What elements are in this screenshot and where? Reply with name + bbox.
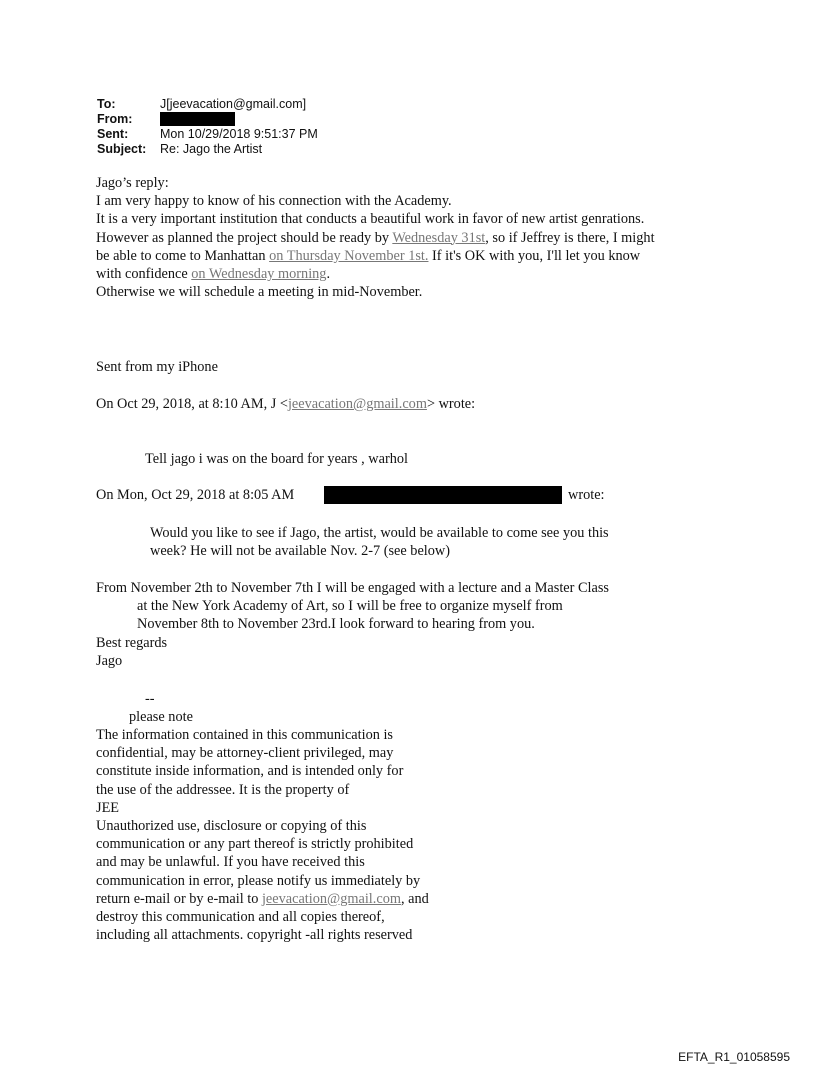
subject-value: Re: Jago the Artist <box>160 142 263 156</box>
disclaimer-line: and may be unlawful. If you have received this <box>96 854 365 871</box>
text: However as planned the project should be ready by <box>96 229 393 246</box>
disclaimer-line: constitute inside information, and is intended only for <box>96 763 404 780</box>
text: be able to come to Manhattan <box>96 247 270 264</box>
disclaimer-body <box>96 726 429 944</box>
sent-label: Sent: <box>97 127 129 141</box>
quote2-line: Would you like to see if Jago, the artist, would be available to come see you this <box>150 525 609 541</box>
disclaimer-line: communication or any part thereof is strictly prohibited <box>96 836 414 853</box>
text: , so if Jeffrey is there, I might <box>485 229 655 246</box>
email-link[interactable]: jeevacation@gmail.com <box>287 396 427 412</box>
disclaimer-line: JEE <box>96 799 120 816</box>
note-line: From November 2th to November 7th I will be engaged with a lecture and a Master Class <box>96 580 609 596</box>
text: with confidence <box>96 266 192 283</box>
from-redaction <box>160 112 235 126</box>
text: return e-mail or by e-mail to <box>96 890 262 907</box>
note-line: Best regards <box>96 634 168 651</box>
reply-line <box>96 247 655 265</box>
reply-line: It is a very important institution that conducts a beautiful work in favor of new artist genrations. <box>96 211 645 228</box>
text: > wrote: <box>426 396 476 412</box>
jago-note <box>96 579 609 670</box>
disclaimer-line: including all attachments. copyright -all rights reserved <box>96 927 413 944</box>
date-link-wednesday[interactable]: Wednesday 31st <box>392 229 486 246</box>
note-line: November 8th to November 23rd.I look forward to hearing from you. <box>137 616 535 633</box>
disclaimer-line: confidential, may be attorney-client privileged, may <box>96 745 394 762</box>
from-label: From: <box>97 112 133 126</box>
reply-line: I am very happy to know of his connection with the Academy. <box>96 193 452 210</box>
disclaimer-please-note: please note <box>129 709 193 725</box>
subject-label: Subject: <box>97 142 147 156</box>
text: On Oct 29, 2018, at 8:10 AM, J < <box>96 396 288 412</box>
reply-line: Jago’s reply: <box>96 175 169 191</box>
note-line: Jago <box>96 652 123 669</box>
disclaimer-line: communication in error, please notify us immediately by <box>96 872 421 889</box>
disclaimer-line: the use of the addressee. It is the property of <box>96 781 350 798</box>
reply-line: Otherwise we will schedule a meeting in mid-November. <box>96 284 423 301</box>
text: , and <box>400 890 429 907</box>
email-link[interactable]: jeevacation@gmail.com <box>261 890 401 907</box>
quote2-header-pre: On Mon, Oct 29, 2018 at 8:05 AM <box>96 487 295 503</box>
date-link-thursday[interactable]: on Thursday November 1st. <box>269 247 429 264</box>
to-label: To: <box>97 97 116 111</box>
text: . <box>326 266 331 283</box>
quote2-body <box>150 524 609 560</box>
disclaimer-line: Unauthorized use, disclosure or copying of this <box>96 818 367 835</box>
disclaimer-line: The information contained in this communication is <box>96 727 393 743</box>
quote1-body: Tell jago i was on the board for years , warhol <box>145 451 409 467</box>
reply-line <box>96 229 655 247</box>
date-link-morning[interactable]: on Wednesday morning <box>191 266 327 283</box>
disclaimer-dashes: -- <box>145 691 155 707</box>
iphone-signature: Sent from my iPhone <box>96 359 218 375</box>
quote2-line: week? He will not be available Nov. 2-7 (see below) <box>150 543 450 560</box>
quote2-redaction <box>324 486 562 504</box>
disclaimer-line: destroy this communication and all copies thereof, <box>96 909 385 926</box>
reply-body <box>96 174 655 301</box>
document-id: EFTA_R1_01058595 <box>678 1050 790 1064</box>
note-line: at the New York Academy of Art, so I will be free to organize myself from <box>137 598 563 615</box>
to-value: J[jeevacation@gmail.com] <box>160 97 307 111</box>
quote2-header-post: wrote: <box>568 487 605 503</box>
text: If it's OK with you, I'll let you know <box>428 247 641 264</box>
sent-value: Mon 10/29/2018 9:51:37 PM <box>160 127 318 141</box>
reply-line <box>96 265 655 283</box>
disclaimer-line <box>96 890 429 908</box>
quote1-header <box>96 395 475 413</box>
